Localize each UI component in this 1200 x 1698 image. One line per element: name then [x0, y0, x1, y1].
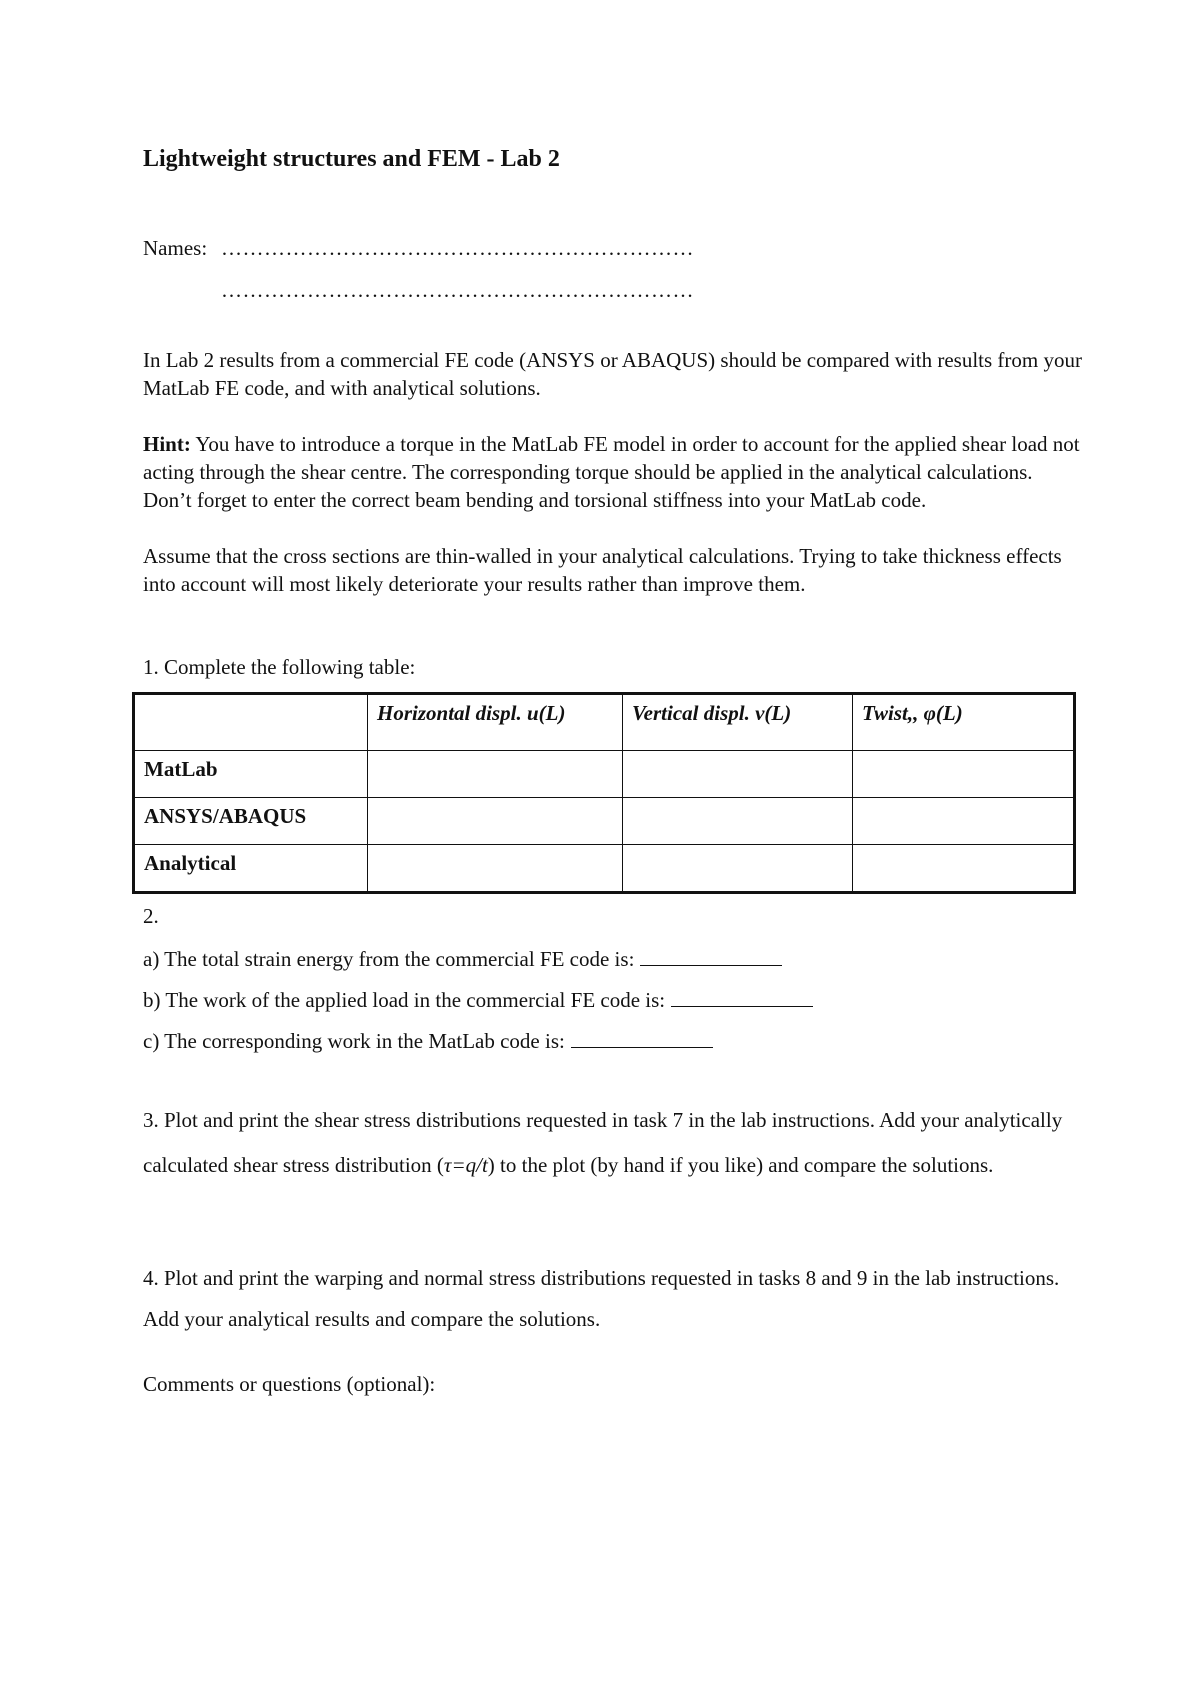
header-horizontal-displ: Horizontal displ. u(L) [368, 694, 623, 751]
cell-analytical-u[interactable] [368, 845, 623, 893]
cell-matlab-u[interactable] [368, 751, 623, 798]
question-2a [143, 947, 782, 972]
shear-stress-formula: τ=q/t [443, 1153, 488, 1177]
assumption-paragraph: Assume that the cross sections are thin-walled in your analytical calculations. Trying to take thickness effects into account will most likely deteriorate your results rather than improve them. [143, 544, 1062, 596]
hint-paragraph [143, 430, 1083, 514]
table-row [134, 751, 1075, 798]
row-label-matlab: MatLab [134, 751, 368, 798]
row-label-ansys-abaqus: ANSYS/ABAQUS [134, 798, 368, 845]
document-title: Lightweight structures and FEM - Lab 2 [143, 146, 560, 172]
hint-label: Hint: [143, 432, 191, 456]
cell-analytical-v[interactable] [623, 845, 853, 893]
hint-text: You have to introduce a torque in the MatLab FE model in order to account for the applied shear load not acting through the shear centre. The corresponding torque should be applied in the analytical calculations. Don’t forget to enter the correct beam bending and torsional stiffness into your MatLab code. [143, 432, 1080, 512]
table-row [134, 845, 1075, 893]
comments-label: Comments or questions (optional): [143, 1372, 436, 1396]
cell-matlab-twist[interactable] [853, 751, 1075, 798]
header-empty [134, 694, 368, 751]
question-3-text-start: 3. Plot and print the shear stress distributions requested in task 7 in the lab instructions. Add your analytically calculated shear stress distribution ( [143, 1108, 1063, 1177]
cell-ansys-twist[interactable] [853, 798, 1075, 845]
question-2b [143, 988, 813, 1013]
names-field-1[interactable]: ………………………………………………………… [221, 236, 694, 260]
header-twist: Twist,, φ(L) [853, 694, 1075, 751]
cell-ansys-v[interactable] [623, 798, 853, 845]
cell-analytical-twist[interactable] [853, 845, 1075, 893]
answer-2a-blank[interactable] [640, 947, 782, 966]
results-table [132, 692, 1076, 894]
question-3-text-end: ) to the plot (by hand if you like) and compare the solutions. [487, 1153, 994, 1177]
intro-paragraph: In Lab 2 results from a commercial FE code (ANSYS or ABAQUS) should be compared with results from your MatLab FE code, and with analytical solutions. [143, 348, 1082, 400]
answer-2c-blank[interactable] [571, 1029, 713, 1048]
question-2: 2. [143, 904, 159, 928]
header-vertical-displ: Vertical displ. v(L) [623, 694, 853, 751]
names-label: Names: [143, 236, 208, 260]
answer-2b-blank[interactable] [671, 988, 813, 1007]
table-row [134, 798, 1075, 845]
table-header-row [134, 694, 1075, 751]
question-2c-text: c) The corresponding work in the MatLab code is: [143, 1029, 565, 1053]
question-2c [143, 1029, 713, 1054]
question-1: 1. Complete the following table: [143, 655, 416, 679]
question-2b-text: b) The work of the applied load in the commercial FE code is: [143, 988, 666, 1012]
question-2a-text: a) The total strain energy from the commercial FE code is: [143, 947, 635, 971]
cell-matlab-v[interactable] [623, 751, 853, 798]
question-3 [143, 1098, 1083, 1188]
row-label-analytical: Analytical [134, 845, 368, 893]
names-field-2[interactable]: ………………………………………………………… [221, 278, 694, 302]
cell-ansys-u[interactable] [368, 798, 623, 845]
question-4: 4. Plot and print the warping and normal stress distributions requested in tasks 8 and 9 in the lab instructions. Add your analytical results and compare the solutions. [143, 1266, 1060, 1331]
